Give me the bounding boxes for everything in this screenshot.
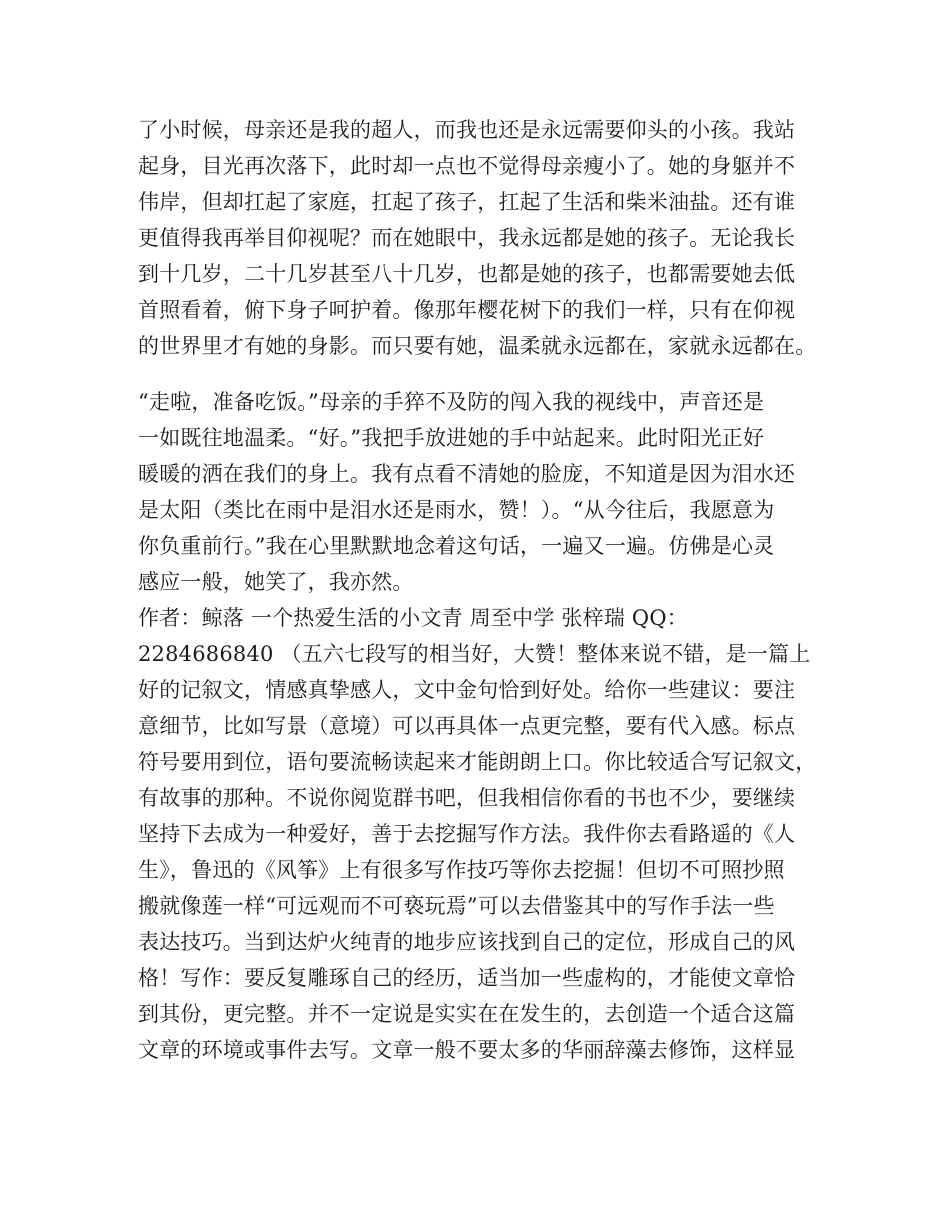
comment-line-2: 好的记叙文，情感真挚感人，文中金句恰到好处。给你一些建议：要注 [138,678,796,702]
comment-line-11: 到其份，更完整。并不一定说是实实在在发生的，去创造一个适合这篇 [138,1002,796,1026]
paragraph-line-2: 起身，目光再次落下，此时却一点也不觉得母亲瘦小了。她的身躯并不 [138,154,796,178]
comment-line-6: 坚持下去成为一种爱好，善于去挖掘写作方法。我件你去看路遥的《人 [138,822,796,846]
comment-line-8: 搬就像莲一样“可远观而不可亵玩焉”可以去借鉴其中的写作手法一些 [138,894,775,918]
comment-line-9: 表达技巧。当到达炉火纯青的地步应该找到自己的定位，形成自己的风 [138,930,796,954]
paragraph-line-11: 是太阳（类比在雨中是泪水还是雨水，赞！）。“从今往后，我愿意为 [138,498,775,522]
paragraph-line-8: “走啦，准备吃饭。”母亲的手猝不及防的闯入我的视线中，声音还是 [138,390,765,414]
comment-line-4: 符号要用到位，语句要流畅读起来才能朗朗上口。你比较适合写记叙文， [138,750,817,774]
paragraph-line-10: 暖暖的洒在我们的身上。我有点看不清她的脸庞，不知道是因为泪水还 [138,462,796,486]
comment-line-7: 生》，鲁迅的《风筝》上有很多写作技巧等你去挖掘！但切不可照抄照 [138,858,785,882]
comment-line-5: 有故事的那种。不说你阅览群书吧，但我相信你看的书也不少，要继续 [138,786,796,810]
author-line: 作者：鲸落 一个热爱生活的小文青 周至中学 张梓瑞 QQ： [138,606,688,630]
paragraph-line-13: 感应一般，她笑了，我亦然。 [138,570,414,594]
paragraph-line-6: 首照看着，俯下身子呵护着。像那年樱花树下的我们一样，只有在仰视 [138,298,796,322]
paragraph-line-5: 到十几岁，二十几岁甚至八十几岁，也都是她的孩子，也都需要她去低 [138,262,796,286]
comment-line-10: 格！写作：要反复雕琢自己的经历，适当加一些虚构的，才能使文章恰 [138,966,796,990]
comment-line-12: 文章的环境或事件去写。文章一般不要太多的华丽辞藻去修饰，这样显 [138,1038,796,1062]
paragraph-line-9: 一如既往地温柔。“好。”我把手放进她的手中站起来。此时阳光正好 [138,426,765,450]
paragraph-line-4: 更值得我再举目仰视呢？而在她眼中，我永远都是她的孩子。无论我长 [138,226,796,250]
comment-line-1: 2284686840 （五六七段写的相当好，大赞！整体来说不错，是一篇上 [138,642,811,666]
paragraph-line-12: 你负重前行。”我在心里默默地念着这句话，一遍又一遍。仿佛是心灵 [138,534,775,558]
paragraph-line-1: 了小时候，母亲还是我的超人，而我也还是永远需要仰头的小孩。我站 [138,118,796,142]
paragraph-line-7: 的世界里才有她的身影。而只要有她，温柔就永远都在，家就永远都在。 [138,334,817,358]
paragraph-line-3: 伟岸，但却扛起了家庭，扛起了孩子，扛起了生活和柴米油盐。还有谁 [138,190,796,214]
comment-line-3: 意细节，比如写景（意境）可以再具体一点更完整，要有代入感。标点 [138,714,796,738]
